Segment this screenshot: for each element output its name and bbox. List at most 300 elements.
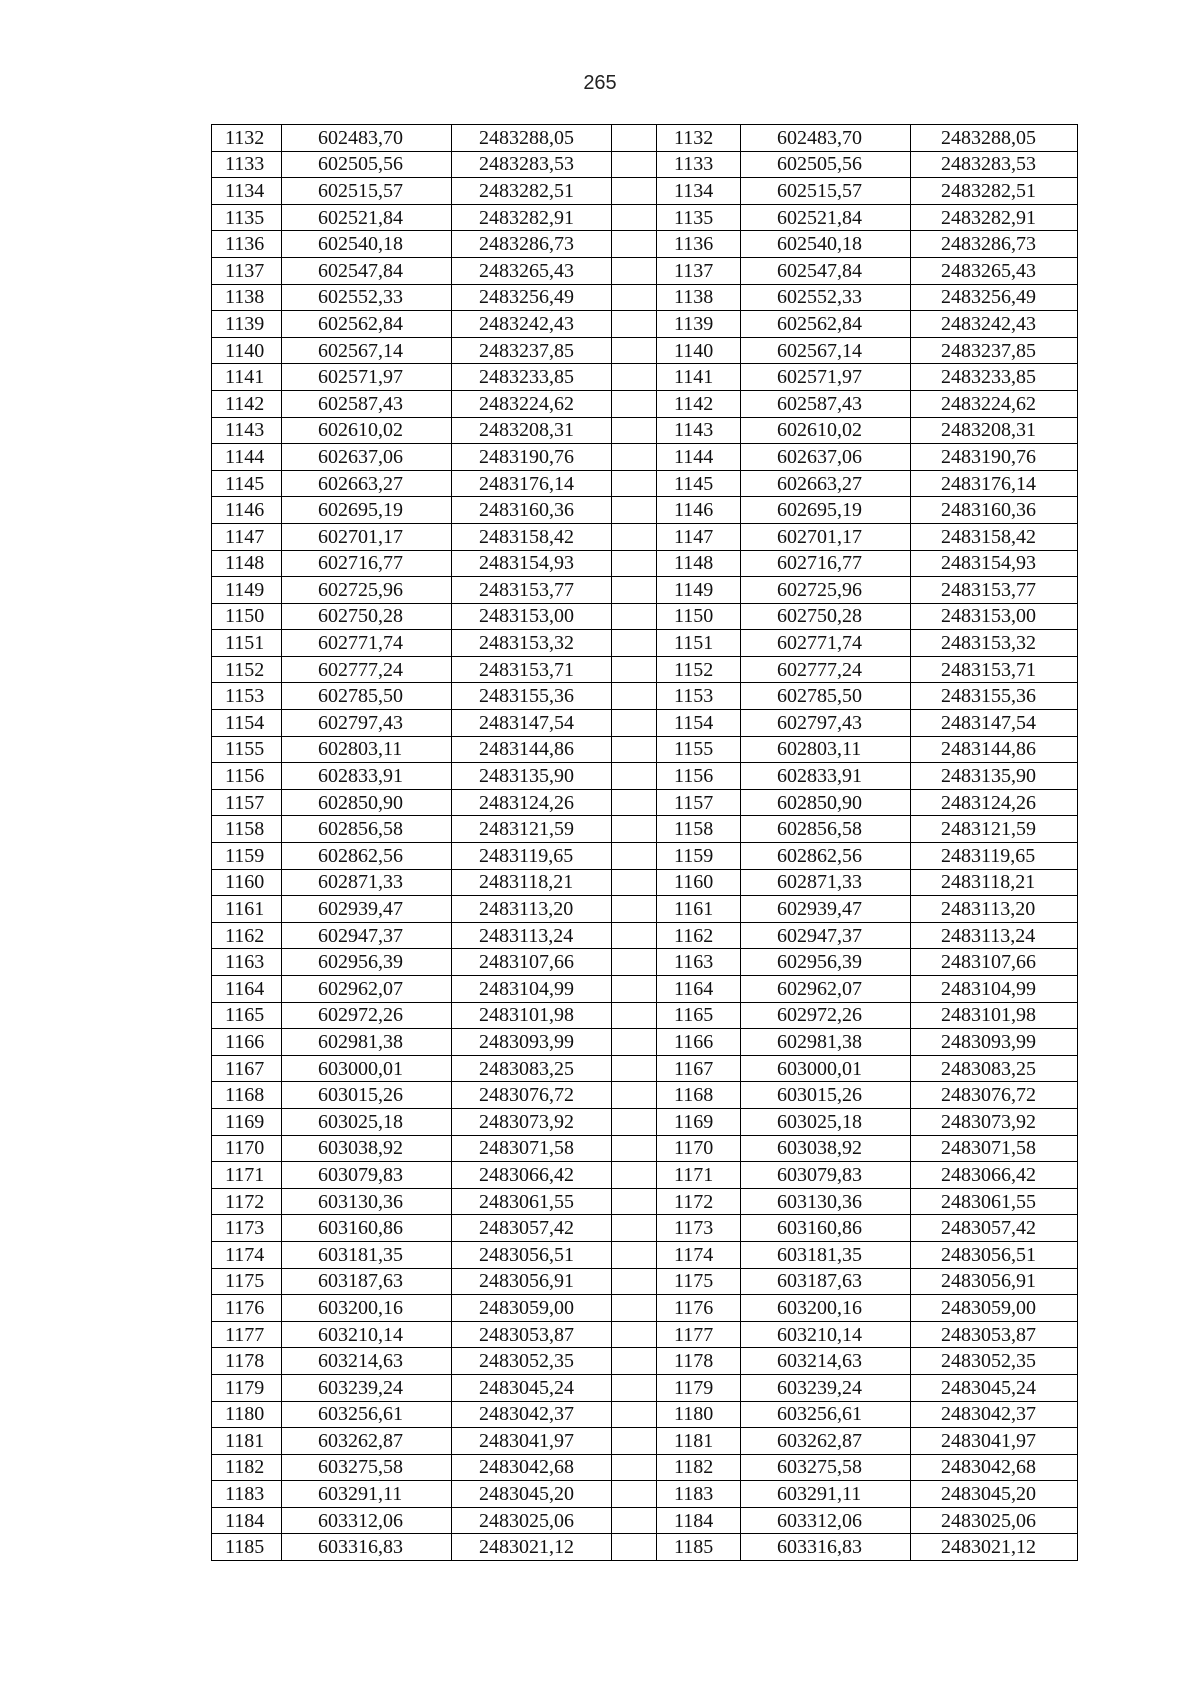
point-number-cell: 1173 — [212, 1215, 282, 1242]
y-coordinate-cell: 2483052,35 — [911, 1348, 1078, 1375]
y-coordinate-cell: 2483233,85 — [911, 364, 1078, 391]
y-coordinate-cell: 2483104,99 — [911, 976, 1078, 1003]
x-coordinate-cell: 602637,06 — [741, 444, 911, 471]
x-coordinate-cell: 602701,17 — [282, 523, 452, 550]
point-number-cell: 1143 — [212, 417, 282, 444]
y-coordinate-cell: 2483144,86 — [911, 736, 1078, 763]
table-row — [212, 710, 1078, 737]
y-coordinate-cell: 2483083,25 — [911, 1055, 1078, 1082]
point-number-cell: 1171 — [657, 1162, 741, 1189]
table-row — [212, 949, 1078, 976]
point-number-cell: 1133 — [212, 151, 282, 178]
x-coordinate-cell: 603200,16 — [741, 1295, 911, 1322]
x-coordinate-cell: 602947,37 — [282, 922, 452, 949]
point-number-cell: 1137 — [657, 257, 741, 284]
empty-cell — [612, 497, 657, 524]
x-coordinate-cell: 603275,58 — [741, 1454, 911, 1481]
x-coordinate-cell: 603038,92 — [282, 1135, 452, 1162]
x-coordinate-cell: 602547,84 — [282, 257, 452, 284]
table-row — [212, 1534, 1078, 1561]
point-number-cell: 1132 — [212, 125, 282, 152]
x-coordinate-cell: 602962,07 — [741, 976, 911, 1003]
table-row — [212, 204, 1078, 231]
point-number-cell: 1177 — [212, 1321, 282, 1348]
empty-cell — [612, 390, 657, 417]
x-coordinate-cell: 602547,84 — [741, 257, 911, 284]
point-number-cell: 1182 — [212, 1454, 282, 1481]
table-row — [212, 763, 1078, 790]
point-number-cell: 1166 — [657, 1029, 741, 1056]
empty-cell — [612, 364, 657, 391]
y-coordinate-cell: 2483061,55 — [452, 1188, 612, 1215]
empty-cell — [612, 683, 657, 710]
point-number-cell: 1141 — [212, 364, 282, 391]
point-number-cell: 1159 — [657, 843, 741, 870]
x-coordinate-cell: 602871,33 — [282, 869, 452, 896]
x-coordinate-cell: 602483,70 — [282, 125, 452, 152]
y-coordinate-cell: 2483288,05 — [452, 125, 612, 152]
y-coordinate-cell: 2483119,65 — [452, 843, 612, 870]
y-coordinate-cell: 2483144,86 — [452, 736, 612, 763]
y-coordinate-cell: 2483121,59 — [452, 816, 612, 843]
table-row — [212, 843, 1078, 870]
x-coordinate-cell: 602663,27 — [741, 470, 911, 497]
table-row — [212, 417, 1078, 444]
table-row — [212, 922, 1078, 949]
x-coordinate-cell: 602483,70 — [741, 125, 911, 152]
table-row — [212, 1135, 1078, 1162]
y-coordinate-cell: 2483153,00 — [452, 603, 612, 630]
table-row — [212, 1268, 1078, 1295]
x-coordinate-cell: 602939,47 — [282, 896, 452, 923]
x-coordinate-cell: 603312,06 — [282, 1507, 452, 1534]
x-coordinate-cell: 602515,57 — [741, 178, 911, 205]
y-coordinate-cell: 2483113,24 — [911, 922, 1078, 949]
table-row — [212, 390, 1078, 417]
point-number-cell: 1169 — [657, 1108, 741, 1135]
empty-cell — [612, 151, 657, 178]
y-coordinate-cell: 2483153,00 — [911, 603, 1078, 630]
table-row — [212, 976, 1078, 1003]
y-coordinate-cell: 2483190,76 — [452, 444, 612, 471]
point-number-cell: 1181 — [212, 1428, 282, 1455]
point-number-cell: 1165 — [212, 1002, 282, 1029]
point-number-cell: 1177 — [657, 1321, 741, 1348]
point-number-cell: 1162 — [657, 922, 741, 949]
point-number-cell: 1135 — [657, 204, 741, 231]
x-coordinate-cell: 603015,26 — [741, 1082, 911, 1109]
point-number-cell: 1152 — [657, 656, 741, 683]
table-row — [212, 1082, 1078, 1109]
x-coordinate-cell: 602862,56 — [282, 843, 452, 870]
y-coordinate-cell: 2483076,72 — [911, 1082, 1078, 1109]
empty-cell — [612, 444, 657, 471]
point-number-cell: 1144 — [657, 444, 741, 471]
x-coordinate-cell: 603256,61 — [741, 1401, 911, 1428]
x-coordinate-cell: 603079,83 — [741, 1162, 911, 1189]
x-coordinate-cell: 602956,39 — [282, 949, 452, 976]
x-coordinate-cell: 602785,50 — [741, 683, 911, 710]
x-coordinate-cell: 603262,87 — [282, 1428, 452, 1455]
point-number-cell: 1148 — [657, 550, 741, 577]
point-number-cell: 1144 — [212, 444, 282, 471]
table-row — [212, 311, 1078, 338]
y-coordinate-cell: 2483153,71 — [452, 656, 612, 683]
x-coordinate-cell: 603316,83 — [282, 1534, 452, 1561]
y-coordinate-cell: 2483160,36 — [452, 497, 612, 524]
point-number-cell: 1147 — [657, 523, 741, 550]
x-coordinate-cell: 602777,24 — [741, 656, 911, 683]
empty-cell — [612, 284, 657, 311]
empty-cell — [612, 1215, 657, 1242]
y-coordinate-cell: 2483265,43 — [452, 257, 612, 284]
y-coordinate-cell: 2483061,55 — [911, 1188, 1078, 1215]
table-row — [212, 178, 1078, 205]
y-coordinate-cell: 2483147,54 — [911, 710, 1078, 737]
y-coordinate-cell: 2483056,91 — [911, 1268, 1078, 1295]
y-coordinate-cell: 2483076,72 — [452, 1082, 612, 1109]
point-number-cell: 1141 — [657, 364, 741, 391]
empty-cell — [612, 1321, 657, 1348]
table-row — [212, 1374, 1078, 1401]
y-coordinate-cell: 2483237,85 — [911, 337, 1078, 364]
point-number-cell: 1171 — [212, 1162, 282, 1189]
table-row — [212, 1454, 1078, 1481]
y-coordinate-cell: 2483265,43 — [911, 257, 1078, 284]
y-coordinate-cell: 2483021,12 — [911, 1534, 1078, 1561]
x-coordinate-cell: 603256,61 — [282, 1401, 452, 1428]
point-number-cell: 1149 — [657, 577, 741, 604]
empty-cell — [612, 1241, 657, 1268]
y-coordinate-cell: 2483283,53 — [911, 151, 1078, 178]
point-number-cell: 1172 — [212, 1188, 282, 1215]
y-coordinate-cell: 2483042,68 — [911, 1454, 1078, 1481]
x-coordinate-cell: 602777,24 — [282, 656, 452, 683]
y-coordinate-cell: 2483107,66 — [452, 949, 612, 976]
x-coordinate-cell: 603025,18 — [282, 1108, 452, 1135]
table-row — [212, 364, 1078, 391]
x-coordinate-cell: 602540,18 — [741, 231, 911, 258]
table-row — [212, 603, 1078, 630]
table-row — [212, 736, 1078, 763]
x-coordinate-cell: 603130,36 — [282, 1188, 452, 1215]
y-coordinate-cell: 2483158,42 — [911, 523, 1078, 550]
empty-cell — [612, 896, 657, 923]
point-number-cell: 1175 — [657, 1268, 741, 1295]
point-number-cell: 1154 — [212, 710, 282, 737]
point-number-cell: 1136 — [212, 231, 282, 258]
x-coordinate-cell: 602981,38 — [741, 1029, 911, 1056]
x-coordinate-cell: 602972,26 — [741, 1002, 911, 1029]
table-row — [212, 1215, 1078, 1242]
x-coordinate-cell: 602610,02 — [741, 417, 911, 444]
x-coordinate-cell: 602562,84 — [282, 311, 452, 338]
point-number-cell: 1179 — [657, 1374, 741, 1401]
empty-cell — [612, 816, 657, 843]
y-coordinate-cell: 2483118,21 — [911, 869, 1078, 896]
point-number-cell: 1149 — [212, 577, 282, 604]
point-number-cell: 1179 — [212, 1374, 282, 1401]
x-coordinate-cell: 603239,24 — [282, 1374, 452, 1401]
point-number-cell: 1146 — [212, 497, 282, 524]
table-row — [212, 1321, 1078, 1348]
y-coordinate-cell: 2483056,51 — [911, 1241, 1078, 1268]
point-number-cell: 1180 — [657, 1401, 741, 1428]
point-number-cell: 1184 — [657, 1507, 741, 1534]
point-number-cell: 1138 — [657, 284, 741, 311]
x-coordinate-cell: 602725,96 — [282, 577, 452, 604]
y-coordinate-cell: 2483153,32 — [911, 630, 1078, 657]
x-coordinate-cell: 602587,43 — [282, 390, 452, 417]
y-coordinate-cell: 2483208,31 — [911, 417, 1078, 444]
y-coordinate-cell: 2483104,99 — [452, 976, 612, 1003]
y-coordinate-cell: 2483057,42 — [911, 1215, 1078, 1242]
point-number-cell: 1156 — [212, 763, 282, 790]
point-number-cell: 1158 — [657, 816, 741, 843]
y-coordinate-cell: 2483135,90 — [911, 763, 1078, 790]
x-coordinate-cell: 603200,16 — [282, 1295, 452, 1322]
point-number-cell: 1142 — [657, 390, 741, 417]
point-number-cell: 1163 — [657, 949, 741, 976]
point-number-cell: 1137 — [212, 257, 282, 284]
empty-cell — [612, 976, 657, 1003]
table-row — [212, 151, 1078, 178]
page-number: 265 — [583, 72, 617, 94]
empty-cell — [612, 1188, 657, 1215]
point-number-cell: 1132 — [657, 125, 741, 152]
y-coordinate-cell: 2483286,73 — [452, 231, 612, 258]
x-coordinate-cell: 602552,33 — [282, 284, 452, 311]
y-coordinate-cell: 2483045,24 — [911, 1374, 1078, 1401]
point-number-cell: 1173 — [657, 1215, 741, 1242]
table-row — [212, 896, 1078, 923]
point-number-cell: 1164 — [657, 976, 741, 1003]
table-row — [212, 656, 1078, 683]
x-coordinate-cell: 602856,58 — [282, 816, 452, 843]
x-coordinate-cell: 602750,28 — [282, 603, 452, 630]
empty-cell — [612, 1002, 657, 1029]
point-number-cell: 1181 — [657, 1428, 741, 1455]
x-coordinate-cell: 602515,57 — [282, 178, 452, 205]
x-coordinate-cell: 603015,26 — [282, 1082, 452, 1109]
empty-cell — [612, 1135, 657, 1162]
y-coordinate-cell: 2483045,20 — [911, 1481, 1078, 1508]
y-coordinate-cell: 2483154,93 — [911, 550, 1078, 577]
empty-cell — [612, 736, 657, 763]
x-coordinate-cell: 602521,84 — [741, 204, 911, 231]
x-coordinate-cell: 603160,86 — [282, 1215, 452, 1242]
y-coordinate-cell: 2483153,32 — [452, 630, 612, 657]
empty-cell — [612, 577, 657, 604]
point-number-cell: 1183 — [657, 1481, 741, 1508]
point-number-cell: 1157 — [657, 789, 741, 816]
x-coordinate-cell: 603239,24 — [741, 1374, 911, 1401]
x-coordinate-cell: 602587,43 — [741, 390, 911, 417]
point-number-cell: 1139 — [212, 311, 282, 338]
point-number-cell: 1148 — [212, 550, 282, 577]
x-coordinate-cell: 603181,35 — [741, 1241, 911, 1268]
y-coordinate-cell: 2483042,37 — [452, 1401, 612, 1428]
x-coordinate-cell: 602771,74 — [741, 630, 911, 657]
x-coordinate-cell: 602972,26 — [282, 1002, 452, 1029]
y-coordinate-cell: 2483282,91 — [911, 204, 1078, 231]
x-coordinate-cell: 602797,43 — [282, 710, 452, 737]
y-coordinate-cell: 2483282,91 — [452, 204, 612, 231]
point-number-cell: 1151 — [657, 630, 741, 657]
y-coordinate-cell: 2483071,58 — [911, 1135, 1078, 1162]
x-coordinate-cell: 602695,19 — [741, 497, 911, 524]
table-row — [212, 1428, 1078, 1455]
x-coordinate-cell: 602850,90 — [741, 789, 911, 816]
x-coordinate-cell: 602956,39 — [741, 949, 911, 976]
table-row — [212, 1162, 1078, 1189]
point-number-cell: 1142 — [212, 390, 282, 417]
x-coordinate-cell: 602716,77 — [741, 550, 911, 577]
y-coordinate-cell: 2483083,25 — [452, 1055, 612, 1082]
x-coordinate-cell: 602567,14 — [282, 337, 452, 364]
x-coordinate-cell: 602716,77 — [282, 550, 452, 577]
point-number-cell: 1170 — [657, 1135, 741, 1162]
y-coordinate-cell: 2483135,90 — [452, 763, 612, 790]
empty-cell — [612, 949, 657, 976]
empty-cell — [612, 1507, 657, 1534]
point-number-cell: 1162 — [212, 922, 282, 949]
y-coordinate-cell: 2483113,24 — [452, 922, 612, 949]
table-row — [212, 869, 1078, 896]
table-row — [212, 1055, 1078, 1082]
table-row — [212, 816, 1078, 843]
y-coordinate-cell: 2483101,98 — [911, 1002, 1078, 1029]
point-number-cell: 1153 — [212, 683, 282, 710]
x-coordinate-cell: 603025,18 — [741, 1108, 911, 1135]
y-coordinate-cell: 2483155,36 — [452, 683, 612, 710]
point-number-cell: 1133 — [657, 151, 741, 178]
y-coordinate-cell: 2483066,42 — [911, 1162, 1078, 1189]
x-coordinate-cell: 603316,83 — [741, 1534, 911, 1561]
x-coordinate-cell: 602505,56 — [282, 151, 452, 178]
y-coordinate-cell: 2483107,66 — [911, 949, 1078, 976]
x-coordinate-cell: 602663,27 — [282, 470, 452, 497]
y-coordinate-cell: 2483121,59 — [911, 816, 1078, 843]
empty-cell — [612, 204, 657, 231]
x-coordinate-cell: 602771,74 — [282, 630, 452, 657]
point-number-cell: 1154 — [657, 710, 741, 737]
x-coordinate-cell: 603291,11 — [741, 1481, 911, 1508]
x-coordinate-cell: 602562,84 — [741, 311, 911, 338]
y-coordinate-cell: 2483059,00 — [452, 1295, 612, 1322]
empty-cell — [612, 178, 657, 205]
empty-cell — [612, 1268, 657, 1295]
y-coordinate-cell: 2483160,36 — [911, 497, 1078, 524]
table-row — [212, 1295, 1078, 1322]
point-number-cell: 1176 — [212, 1295, 282, 1322]
x-coordinate-cell: 602939,47 — [741, 896, 911, 923]
y-coordinate-cell: 2483158,42 — [452, 523, 612, 550]
point-number-cell: 1159 — [212, 843, 282, 870]
x-coordinate-cell: 602850,90 — [282, 789, 452, 816]
point-number-cell: 1167 — [657, 1055, 741, 1082]
coordinates-table-body — [212, 125, 1078, 1561]
y-coordinate-cell: 2483224,62 — [452, 390, 612, 417]
point-number-cell: 1178 — [212, 1348, 282, 1375]
x-coordinate-cell: 602505,56 — [741, 151, 911, 178]
x-coordinate-cell: 602571,97 — [741, 364, 911, 391]
x-coordinate-cell: 602803,11 — [741, 736, 911, 763]
x-coordinate-cell: 602833,91 — [741, 763, 911, 790]
y-coordinate-cell: 2483155,36 — [911, 683, 1078, 710]
y-coordinate-cell: 2483119,65 — [911, 843, 1078, 870]
y-coordinate-cell: 2483176,14 — [452, 470, 612, 497]
y-coordinate-cell: 2483233,85 — [452, 364, 612, 391]
x-coordinate-cell: 603210,14 — [282, 1321, 452, 1348]
x-coordinate-cell: 603262,87 — [741, 1428, 911, 1455]
table-row — [212, 1002, 1078, 1029]
x-coordinate-cell: 602856,58 — [741, 816, 911, 843]
y-coordinate-cell: 2483118,21 — [452, 869, 612, 896]
point-number-cell: 1140 — [657, 337, 741, 364]
y-coordinate-cell: 2483053,87 — [911, 1321, 1078, 1348]
x-coordinate-cell: 602637,06 — [282, 444, 452, 471]
point-number-cell: 1178 — [657, 1348, 741, 1375]
y-coordinate-cell: 2483093,99 — [911, 1029, 1078, 1056]
point-number-cell: 1152 — [212, 656, 282, 683]
point-number-cell: 1146 — [657, 497, 741, 524]
y-coordinate-cell: 2483283,53 — [452, 151, 612, 178]
table-row — [212, 284, 1078, 311]
point-number-cell: 1176 — [657, 1295, 741, 1322]
table-row — [212, 497, 1078, 524]
point-number-cell: 1156 — [657, 763, 741, 790]
point-number-cell: 1185 — [212, 1534, 282, 1561]
y-coordinate-cell: 2483153,77 — [452, 577, 612, 604]
y-coordinate-cell: 2483073,92 — [911, 1108, 1078, 1135]
x-coordinate-cell: 603160,86 — [741, 1215, 911, 1242]
y-coordinate-cell: 2483176,14 — [911, 470, 1078, 497]
point-number-cell: 1160 — [212, 869, 282, 896]
y-coordinate-cell: 2483073,92 — [452, 1108, 612, 1135]
point-number-cell: 1184 — [212, 1507, 282, 1534]
empty-cell — [612, 470, 657, 497]
y-coordinate-cell: 2483224,62 — [911, 390, 1078, 417]
y-coordinate-cell: 2483045,20 — [452, 1481, 612, 1508]
y-coordinate-cell: 2483045,24 — [452, 1374, 612, 1401]
x-coordinate-cell: 602871,33 — [741, 869, 911, 896]
empty-cell — [612, 710, 657, 737]
point-number-cell: 1174 — [212, 1241, 282, 1268]
point-number-cell: 1174 — [657, 1241, 741, 1268]
x-coordinate-cell: 602521,84 — [282, 204, 452, 231]
empty-cell — [612, 1082, 657, 1109]
x-coordinate-cell: 603000,01 — [282, 1055, 452, 1082]
x-coordinate-cell: 602695,19 — [282, 497, 452, 524]
table-row — [212, 125, 1078, 152]
table-row — [212, 1401, 1078, 1428]
y-coordinate-cell: 2483053,87 — [452, 1321, 612, 1348]
x-coordinate-cell: 602947,37 — [741, 922, 911, 949]
point-number-cell: 1135 — [212, 204, 282, 231]
table-row — [212, 1108, 1078, 1135]
point-number-cell: 1163 — [212, 949, 282, 976]
y-coordinate-cell: 2483282,51 — [452, 178, 612, 205]
empty-cell — [612, 656, 657, 683]
x-coordinate-cell: 602797,43 — [741, 710, 911, 737]
x-coordinate-cell: 603038,92 — [741, 1135, 911, 1162]
point-number-cell: 1145 — [657, 470, 741, 497]
y-coordinate-cell: 2483025,06 — [911, 1507, 1078, 1534]
point-number-cell: 1157 — [212, 789, 282, 816]
y-coordinate-cell: 2483242,43 — [452, 311, 612, 338]
y-coordinate-cell: 2483153,71 — [911, 656, 1078, 683]
